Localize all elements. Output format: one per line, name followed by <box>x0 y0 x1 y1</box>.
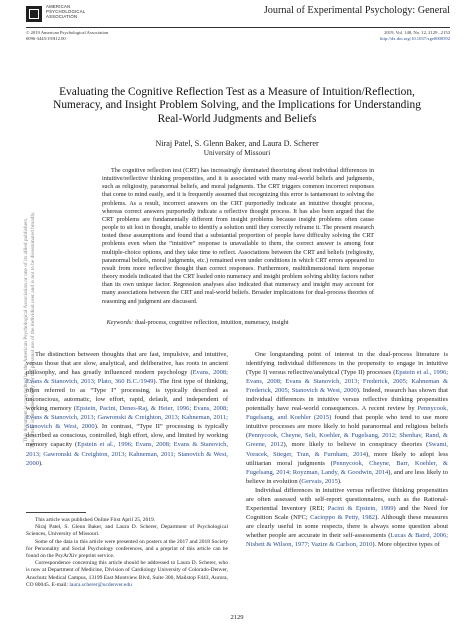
abstract: The cognitive reflection test (CRT) has increasingly dominated theorizing about individual differences in intuitive/reflective thinking propensities, and it is associated with many real-world beliefs and judgments, such as religiosity, paranormal beliefs, and moral judgments. The CRT triggers common incorrect responses that come to mind easily, and it is frequently assumed that recognizing this error is tantamount to solving the problems. As a result, incorrect answers on the CRT purportedly indicate an intuitive thought process, whereas correct answers purportedly indicate a reflective thought process. It has also been argued that the CRT problems are fundamentally different from insight problems because insight problems often cause people to sit lost in thought, unable to identify a solution until they correctly reframe it. The present research tested these assumptions and found that a substantial proportion of people have difficulty solving the CRT problems even when the “intuitive” response is unavailable to them, the correct answer is among four multiple-choice options, and they take time to reflect. Associations between the CRT and beliefs (religiosity, paranormal beliefs, moral judgments, etc.) remained even under conditions in which CRT errors appeared to result from more reflective thought than correct responses. Furthermore, multidimensional item response theory models indicated that the CRT loaded onto numeracy and insight problem solving ability factors rather than its own unique factor. Regression analyses also indicated that numeracy and insight may account for many associations between the CRT and real-world beliefs. Broader implications for dual-process theories of reasoning and judgment are discussed. <box>102 167 374 305</box>
citation-link[interactable]: Gervais, 2015 <box>301 477 338 485</box>
doi-link[interactable]: http://dx.doi.org/10.1037/xge0000592 <box>380 35 450 41</box>
citation-line: 2019, Vol. 148, No. 12, 2129 –2153 <box>384 30 450 35</box>
citation-link[interactable]: Cacioppo & Petty, 1982 <box>310 513 376 521</box>
journal-title: Journal of Experimental Psychology: General <box>263 5 450 16</box>
footnote-presentation: Some of the data in this article were presented on posters at the 2017 and 2018 Society for Personality and Social Psychology conferences, and a preprint of this article can be found on the PsyArXiv preprint service. <box>26 538 228 560</box>
page-number: 2129 <box>230 614 244 621</box>
citation-link[interactable]: Epstein et al., 1996; Evans, 2008; Evans & Stanovich, 2013; Frederick, 2005; Kahneman & Frederick, 2005; Stanovich & West, 2000 <box>246 369 449 395</box>
citation-link[interactable]: Epstein et al., 1996; Evans, 2008; Evans & Stanovich, 2013; Gawronski & Creighton, 2013; Kahneman, 2011; Stanovich & West, 2000 <box>26 441 228 467</box>
body-paragraph: The distinction between thoughts that are fast, impulsive, and intuitive, versus those that are slow, analytical, and deliberative, has roots in ancient philosophy, and has greatly influenced modern psychology (Evans, 2008; Evans & Stanovich, 2013; Plato, 360 B.C./1949). The first type of thinking, often referred to as “Type I” processing, is typically described as unconscious, automatic, low effort, rapid, default, and independent of working memory (Epstein, Pacini, Denes-Raj, & Heier, 1996; Evans, 2008; Evans & Stanovich, 2013; Gawronski & Creighton, 2013; Kahneman, 2011; Stanovich & West, 2000). In contrast, “Type II” processing is typically described as conscious, controlled, high effort, slow, and limited by working memory capacity (Epstein et al., 1996; Evans, 2008; Evans & Stanovich, 2013; Gawronski & Creighton, 2013; Kahneman, 2011; Stanovich & West, 2000). <box>26 351 228 467</box>
citation-link[interactable]: Pennycook, Cheyne, Barr, Koehler, & Fugelsang, 2014; Royzman, Landy, & Goodwin, 2014 <box>246 459 448 476</box>
citation-link[interactable]: Lucas & Baird, 2006; Nisbett & Wilson, 1977; Vazire & Carlson, 2010 <box>246 531 449 548</box>
publication-meta-left <box>26 30 108 42</box>
apa-logo-icon <box>26 6 42 22</box>
issn-line: 0096-3445/19/$12.00 <box>26 35 66 41</box>
affiliation: University of Missouri <box>203 148 271 157</box>
citation-link[interactable]: Epstein, Pacini, Denes-Raj, & Heier, 1996; Evans, 2008; Evans & Stanovich, 2013; Gawronski & Creighton, 2013; Kahneman, 2011; Stanovich & West, 2000 <box>26 405 228 431</box>
keywords <box>102 319 374 327</box>
copyright-line: © 2019 American Psychological Association <box>26 30 109 35</box>
body-column-left <box>26 350 228 468</box>
body-paragraph: One longstanding point of interest in the dual-process literature is identifying individual differences in the propensity to engage in intuitive (Type I) versus reflective/analytical (Type II) processes (Epstein et al., 1996; Evans, 2008; Evans & Stanovich, 2013; Frederick, 2005; Kahneman & Frederick, 2005; Stanovich & West, 2000). Indeed, research has shown that individual differences in intuitive versus reflective thinking propensities potentially have real-world consequences. A recent review by Pennycook, Fugelsang, and Koehler (2015) found that people who tend to use more intuitive processes are more likely to hold paranormal and religious beliefs (Pennycook, Cheyne, Seli, Koehler, & Fugelsang, 2012; Shenhav, Rand, & Greene, 2012), more likely to believe in conspiracy theories (Swami, Voracek, Stieger, Tran, & Furnham, 2014), more likely to adopt less utilitarian moral judgments (Pennycook, Cheyne, Barr, Koehler, & Fugelsang, 2014; Royzman, Landy, & Goodwin, 2014), and are less likely to believe in evolution (Gervais, 2015). <box>246 351 449 485</box>
footnote-divider <box>26 512 86 513</box>
citation-link[interactable]: Evans, 2008; Evans & Stanovich, 2013; Plato, 360 B.C./1949 <box>26 369 228 386</box>
header-divider <box>26 27 450 28</box>
citation-link[interactable]: Swami, Voracek, Stieger, Tran, & Furnham, 2014 <box>246 441 448 458</box>
article-title: Evaluating the Cognitive Reflection Test as a Measure of Intuition/Reflection, Numeracy, and Insight Problem Solving, and the Implications for Understanding Real-World Judgments and Beliefs <box>53 86 421 125</box>
citation-link[interactable]: Pennycook, Cheyne, Seli, Koehler, & Fugelsang, 2012; Shenhav, Rand, & Greene, 2012 <box>246 432 448 449</box>
publisher-name: AMERICAN PSYCHOLOGICAL ASSOCIATION <box>46 4 86 19</box>
footnote-online-date: This article was published Online First April 25, 2019. <box>35 517 156 523</box>
publication-meta-right <box>380 30 450 42</box>
footnote-correspondence: Correspondence concerning this article should be addressed to Laura D. Scherer, who is now at Department of Medicine, Division of Cardiology University of Colorado-Denver, Anschutz Medical Campus, 13199 East Montview Blvd, Suite 300, Mailstop F443, Aurora, CO 80045. E-mail: laura.scherer@ucdenver.edu <box>26 560 228 588</box>
citation-link[interactable]: Pennycook, Fugelsang, and Koehler (2015) <box>246 405 448 422</box>
body-column-right <box>246 350 448 549</box>
keywords-label: Keywords: <box>106 319 134 326</box>
citation-link[interactable]: Pacini & Epstein, 1999 <box>327 504 394 512</box>
body-paragraph: Individual differences in intuitive versus reflective thinking propensities are often assessed with self-report questionnaires, such as the Rational-Experiential Inventory (REI; Pacini & Epstein, 1999) and the Need for Cognition Scale (NFC; Cacioppo & Petty, 1982). Although these measures are clearly useful in some respects, there is always some question about whether people are accurate in their self-assessments (Lucas & Baird, 2006; Nisbett & Wilson, 1977; Vazire & Carlson, 2010). More objective types of <box>246 486 449 548</box>
copyright-sidenote: This document is copyrighted by the American Psychological Association or one of its allied publishers. This article is intended solely for the personal use of the individual user and is not to be disseminated broadly. <box>23 211 36 449</box>
keywords-list: dual-process, cognitive reflection, intuition, numeracy, insight <box>134 319 289 326</box>
author-list: Niraj Patel, S. Glenn Baker, and Laura D. Scherer <box>155 139 319 148</box>
footnote-author-affiliation: Niraj Patel, S. Glenn Baker, and Laura D. Scherer, Department of Psychological Sciences, University of Missouri. <box>26 524 228 538</box>
email-link[interactable]: laura.scherer@ucdenver.edu <box>69 581 132 588</box>
article-footnotes <box>26 517 228 589</box>
apa-logo <box>26 5 196 27</box>
